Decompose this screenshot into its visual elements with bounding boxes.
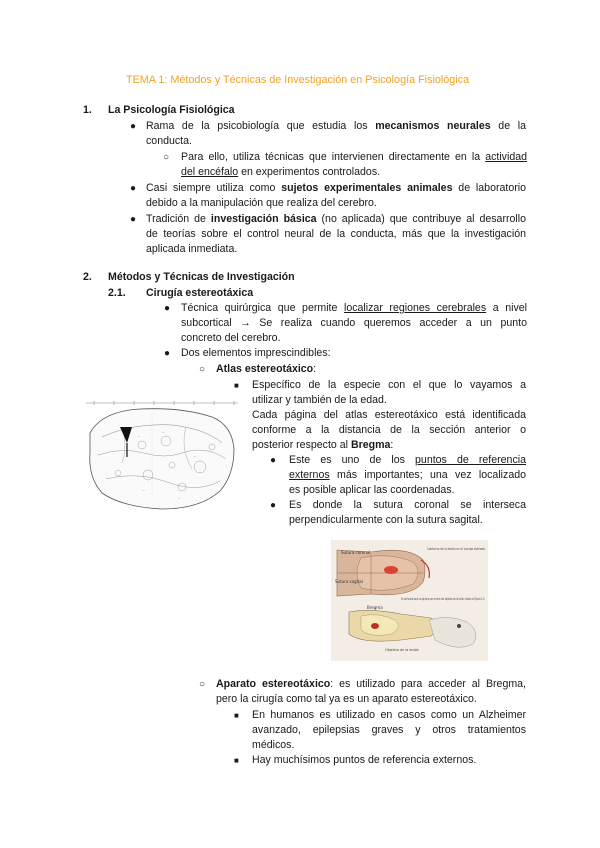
- title-prefix: TEMA 1: [126, 74, 165, 86]
- atlas-dot2-line2: perpendicularmente con la sutura sagital.: [289, 514, 483, 526]
- atlas-sq2-line1: Cada página del atlas estereotáxico está identificada: [252, 409, 526, 421]
- title-rest: : Métodos y Técnicas de Investigación en Psicología Fisiológica: [164, 74, 470, 86]
- rat-skull-bregma-figure: [331, 540, 488, 661]
- s1-sub1-line2: del encéfalo en experimentos controlados.: [181, 166, 381, 178]
- aparato-sq1-line1: En humanos es utilizado en casos como un Alzheimer: [252, 709, 526, 721]
- s2-bullet1-line1: Técnica quirúrgica que permite localizar regiones cerebrales a nivel: [181, 302, 527, 314]
- circle-marker: ○: [199, 364, 206, 375]
- svg-text:---: ---: [162, 430, 166, 434]
- fig-label-objetivo: Objetivo de la lesión: [385, 648, 419, 652]
- s1-bullet1-line1: Rama de la psicobiología que estudia los mecanismos neurales de la: [146, 120, 527, 132]
- circle-marker: ○: [199, 679, 206, 690]
- atlas-sq2-line2: conforme a la distancia de la sección anterior o: [252, 424, 526, 436]
- aparato-sq1-line3: médicos.: [252, 739, 295, 751]
- fig-label-perforara: Se perforará aquí un agujero por encima del objetivo de la lesión (véase la Figura 5-1): [401, 597, 485, 601]
- atlas-dot2-line1: Es donde la sutura coronal se interseca: [289, 499, 526, 511]
- section-2-number: 2.: [83, 271, 92, 283]
- svg-text:---: ---: [142, 488, 146, 492]
- atlas-heading: Atlas estereotáxico:: [216, 363, 317, 375]
- bullet-marker: ●: [164, 348, 171, 359]
- fig-label-sutura-coronal: Sutura coronal: [341, 550, 371, 555]
- bullet-marker: ●: [270, 455, 277, 466]
- svg-text:--: --: [138, 434, 141, 438]
- bullet-marker: ●: [164, 303, 171, 314]
- atlas-dot1-line3: es posible aplicar las coordenadas.: [289, 484, 455, 496]
- aparato-line1: Aparato estereotáxico: es utilizado para acceder al Bregma,: [216, 678, 526, 690]
- s1-bullet3-line3: aplicada inmediata.: [146, 243, 238, 255]
- svg-text:--: --: [194, 454, 197, 458]
- circle-marker: ○: [163, 152, 170, 163]
- s2-bullet1-line2: subcortical → Se realiza cuando queremos acceder a un punto: [181, 317, 527, 329]
- s2-bullet1-line3: concreto del cerebro.: [181, 332, 281, 344]
- svg-text:--: --: [178, 496, 181, 500]
- fig-label-sutura-sagital: Sutura sagital: [335, 579, 363, 584]
- bullet-marker: ●: [130, 214, 137, 225]
- section-2-1-heading: Cirugía estereotáxica: [146, 287, 254, 299]
- s1-sub1-line1: Para ello, utiliza técnicas que intervienen directamente en la actividad: [181, 151, 527, 163]
- atlas-sq2-line3: posterior respecto al Bregma:: [252, 439, 394, 451]
- s1-bullet3-line1: Tradición de investigación básica (no aplicada) que contribuye al desarrollo: [146, 213, 526, 225]
- bullet-marker: ●: [130, 121, 137, 132]
- fig-label-bregma: Bregma: [367, 605, 383, 610]
- fig-label-contorno: Contorno de la lesión en el cuerpo estriado: [427, 547, 486, 551]
- bullet-marker: ●: [270, 500, 277, 511]
- atlas-dot1-line1: Este es uno de los puntos de referencia: [289, 454, 526, 466]
- atlas-dot1-line2: externos más importantes; una vez localizado: [289, 469, 526, 481]
- atlas-sq1-line2: utilizar y también de la edad.: [252, 394, 387, 406]
- atlas-sq1-line1: Específico de la especie con el que lo vayamos a: [252, 379, 526, 391]
- s1-bullet3-line2: de teorías sobre el control neural de la conducta, más que la investigación: [146, 228, 526, 240]
- square-marker: ■: [234, 381, 239, 390]
- aparato-line2: pero la cirugía como tal ya es un aparato estereotáxico.: [216, 693, 477, 705]
- s1-bullet1-line2: conducta.: [146, 135, 192, 147]
- page-title: [126, 73, 469, 88]
- aparato-sq1-line2: avanzado, epilepsias graves y otros tratamientos: [252, 724, 526, 736]
- section-1-number: 1.: [83, 104, 92, 116]
- brain-atlas-section-image: [82, 397, 242, 519]
- square-marker: ■: [234, 711, 239, 720]
- section-2-1-number: 2.1.: [108, 287, 126, 299]
- section-1-heading: La Psicología Fisiológica: [108, 104, 235, 116]
- s1-bullet2-line1: Casi siempre utiliza como sujetos experimentales animales de laboratorio: [146, 182, 526, 194]
- s2-bullet2: Dos elementos imprescindibles:: [181, 347, 331, 359]
- s1-bullet2-line2: debido a la manipulación que realiza del cerebro.: [146, 197, 377, 209]
- section-2-heading: Métodos y Técnicas de Investigación: [108, 271, 295, 283]
- bullet-marker: ●: [130, 183, 137, 194]
- square-marker: ■: [234, 756, 239, 765]
- aparato-sq2: Hay muchísimos puntos de referencia externos.: [252, 754, 477, 766]
